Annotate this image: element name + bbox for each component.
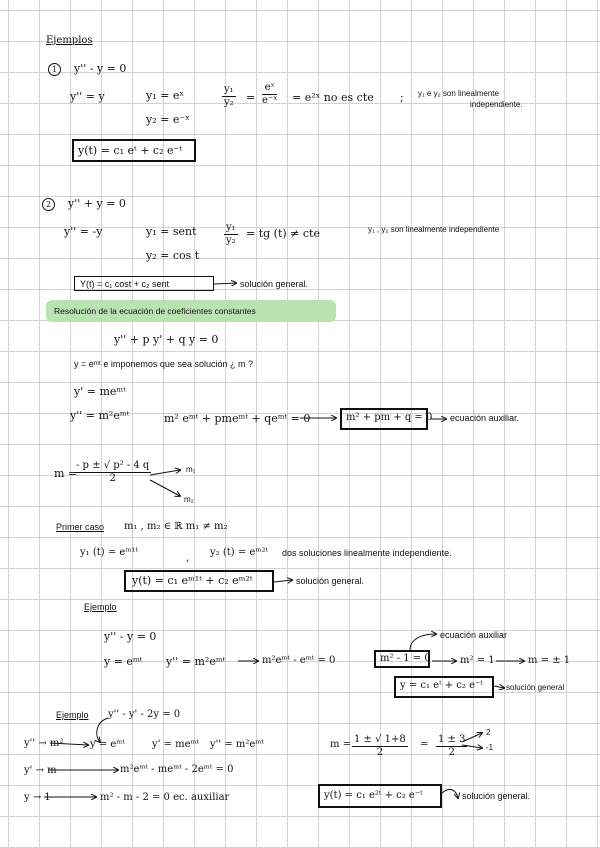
case1-solution: y(t) = c₁ eᵐ¹ᵗ + c₂ eᵐ²ᵗ xyxy=(132,574,253,587)
ex2-result: = tg (t) ≠ cte xyxy=(246,227,320,240)
example-a-aux-label: ecuación auxiliar xyxy=(440,630,508,640)
example-b-root-formula: $\frac{1 \pm √ 1+8}{2}$ xyxy=(354,734,406,758)
ex2-ratio-fraction: $\frac{\text{y₁}}{\text{y₂}}$ xyxy=(226,222,236,246)
general-ode: y'' + p y' + q y = 0 xyxy=(114,333,219,346)
example-b-root2: -1 xyxy=(486,743,494,752)
example-a-arrow5 xyxy=(494,686,504,688)
ex2-number: 2 xyxy=(42,198,55,211)
ex1-y1: y₁ = eˣ xyxy=(146,89,185,102)
ex2-solution: Y(t) = c₁ cost + c₂ sent xyxy=(80,279,170,289)
example-b-ansatz: y = eᵐᵗ xyxy=(90,739,125,750)
example-a-solution-label: solución general xyxy=(506,683,565,692)
general-ypp: y'' = m²eᵐᵗ xyxy=(70,409,130,422)
example-a-title: Ejemplo xyxy=(84,602,117,612)
case1-y1: y₁ (t) = eᵐ¹ᵗ xyxy=(80,547,138,558)
example-b-aux-equation: m² - m - 2 = 0 ec. auxiliar xyxy=(100,792,230,803)
example-b-solution-arrow xyxy=(442,789,458,798)
ex1-equation: y'' - y = 0 xyxy=(74,62,127,75)
example-a-solution: y = c₁ eᵗ + c₂ e⁻ᵗ xyxy=(400,680,483,691)
ex1-y2: y₂ = e⁻ˣ xyxy=(146,113,190,126)
example-b-root1: 2 xyxy=(486,728,491,737)
example-b-simplified: $\frac{1 \pm 3}{2}$ xyxy=(438,734,466,758)
ex2-y2: y₂ = cos t xyxy=(146,249,200,262)
example-b-map-ypp: y'' → m² xyxy=(24,738,64,749)
example-b-map-y: y → 1 xyxy=(24,792,51,803)
case1-separator: , xyxy=(186,551,190,564)
ex2-ypp: y'' = -y xyxy=(64,225,103,238)
root-m1: m₁ xyxy=(186,465,196,474)
example-b-equals: = xyxy=(420,739,429,750)
example-b-yp: y' = meᵐᵗ xyxy=(152,739,200,750)
example-b-m-label: m = xyxy=(330,739,352,750)
ex2-equation: y'' + y = 0 xyxy=(68,197,126,210)
example-a-ypp: y'' = m²eᵐᵗ xyxy=(166,655,226,668)
case1-y2: y₂ (t) = eᵐ²ᵗ xyxy=(210,547,268,558)
root-m1-arrow xyxy=(150,470,180,475)
example-a-arrow2 xyxy=(410,634,436,650)
heading-ejemplos: Ejemplos xyxy=(46,35,93,46)
case1-sols-text: dos soluciones linealmente independiente. xyxy=(282,548,452,558)
ex1-solution: y(t) = c₁ eᵗ + c₂ e⁻ᵗ xyxy=(78,144,183,157)
general-substitution: m² eᵐᵗ + pmeᵐᵗ + qeᵐᵗ = 0 xyxy=(164,412,311,425)
ex1-conclusion-line1: y₁ e y₂ son linealmente xyxy=(418,89,499,98)
root-m-label: m = xyxy=(54,467,78,480)
ex1-result: = e²ˣ no es cte xyxy=(292,91,374,104)
ex1-equals: = xyxy=(246,91,256,104)
ex2-conclusion: y₁ , y₂ son linealmente independiente xyxy=(368,225,500,234)
example-b-equation: y'' - y' - 2y = 0 xyxy=(108,709,181,720)
general-yp: y' = meᵐᵗ xyxy=(74,385,126,398)
case1-title: Primer caso xyxy=(56,522,105,532)
case1-condition: m₁ , m₂ ∈ ℝ m₁ ≠ m₂ xyxy=(124,521,228,532)
ex2-y1: y₁ = sent xyxy=(146,225,197,238)
ex1-separator: ; xyxy=(400,91,404,104)
root-formula: $\frac{\text{- p ± √ p² - 4 q}}{2}$ xyxy=(76,460,150,484)
general-ansatz: y = eᵐᵗ e imponemos que sea solución ¿ m ? xyxy=(74,359,253,369)
example-a-equation: y'' - y = 0 xyxy=(104,630,157,643)
case1-solution-arrow xyxy=(274,580,292,582)
example-b-map-yp: y' → m xyxy=(24,765,57,776)
example-a-m-squared: m² = 1 xyxy=(460,655,495,666)
example-b-solution: y(t) = c₁ e²ᵗ + c₂ e⁻ᵗ xyxy=(324,790,423,801)
aux-equation: m² + pm + q = 0 xyxy=(346,412,433,423)
ex1-ratio-fraction: $\frac{\text{y₁}}{\text{y₂}}$ xyxy=(224,84,234,108)
example-b-substitution: m²eᵐᵗ - meᵐᵗ - 2eᵐᵗ = 0 xyxy=(120,764,234,775)
case1-solution-label: solución general. xyxy=(296,576,365,586)
section-title: Resolución de la ecuación de coeficientes constantes xyxy=(54,306,256,316)
ex1-exp-fraction: $\frac{\text{eˣ}}{\text{e⁻ˣ}}$ xyxy=(262,82,278,106)
example-b-solution-label: solución general. xyxy=(462,791,531,801)
example-b-title: Ejemplo xyxy=(56,710,89,720)
ex2-solution-arrow xyxy=(214,283,236,284)
example-a-ansatz: y = eᵐᵗ xyxy=(104,655,143,668)
root-m2-arrow xyxy=(150,480,180,496)
aux-equation-label: ecuación auxiliar. xyxy=(450,413,520,423)
ex1-number: 1 xyxy=(48,63,61,76)
example-a-aux-equation: m² - 1 = 0 xyxy=(380,653,431,664)
example-a-substitution: m²eᵐᵗ - eᵐᵗ = 0 xyxy=(262,655,336,666)
example-a-roots: m = ± 1 xyxy=(528,655,571,666)
ex1-conclusion-line2: independiente. xyxy=(470,100,523,109)
example-b-ypp: y'' = m²eᵐᵗ xyxy=(210,739,264,750)
root-m2: m₂ xyxy=(184,495,194,504)
ex2-solution-label: solución general. xyxy=(240,279,309,289)
ex1-ypp: y'' = y xyxy=(70,90,105,103)
